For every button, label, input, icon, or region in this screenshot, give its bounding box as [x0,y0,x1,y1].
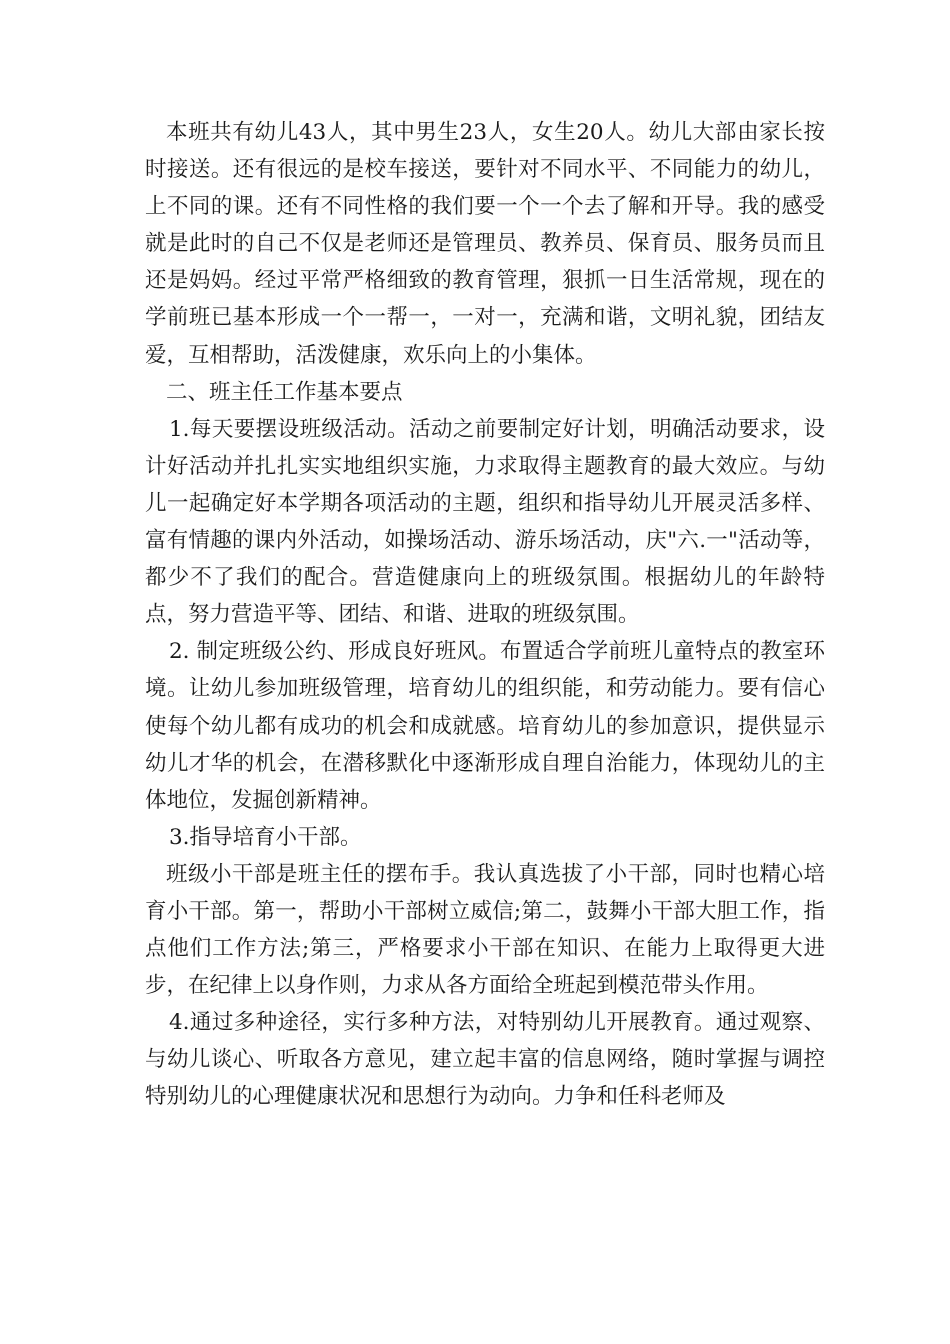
paragraph-point-1: 1.每天要摆设班级活动。活动之前要制定好计划，明确活动要求，设计好活动并扎扎实实地组织实施，力求取得主题教育的最大效应。与幼儿一起确定好本学期各项活动的主题，组织和指导幼儿开展灵活多样、富有情趣的课内外活动，如操场活动、游乐场活动，庆"六.一"活动等，都少不了我们的配合。营造健康向上的班级氛围。根据幼儿的年龄特点，努力营造平等、团结、和谐、进取的班级氛围。 [145,416,825,628]
paragraph-class-overview: 本班共有幼儿43人，其中男生23人，女生20人。幼儿大部由家长按时接送。还有很远的是校车接送，要针对不同水平、不同能力的幼儿，上不同的课。还有不同性格的我们要一个一个去了解和开导。我的感受就是此时的自己不仅是老师还是管理员、教养员、保育员、服务员而且还是妈妈。经过平常严格细致的教育管理，狠抓一日生活常规，现在的学前班已基本形成一个一帮一，一对一，充满和谐，文明礼貌，团结友爱，互相帮助，活泼健康，欢乐向上的小集体。 [145,120,825,368]
paragraph-point-4: 4.通过多种途径，实行多种方法，对特别幼儿开展教育。通过观察、与幼儿谈心、听取各方意见，建立起丰富的信息网络，随时掌握与调控特别幼儿的心理健康状况和思想行为动向。力争和任科老师及 [145,1010,825,1110]
section-heading-key-points: 二、班主任工作基本要点 [166,379,403,405]
paragraph-point-2: 2. 制定班级公约、形成良好班风。布置适合学前班儿童特点的教室环境。让幼儿参加班级管理，培育幼儿的组织能，和劳动能力。要有信心使每个幼儿都有成功的机会和成就感。培育幼儿的参加意识，提供显示幼儿才华的机会，在潜移默化中逐渐形成自理自治能力，体现幼儿的主体地位，发掘创新精神。 [145,639,825,813]
document-body [145,114,825,1116]
paragraph-point-3-title: 3.指导培育小干部。 [169,824,362,850]
paragraph-point-3-body: 班级小干部是班主任的摆布手。我认真选拔了小干部，同时也精心培育小干部。第一，帮助小干部树立威信;第二，鼓舞小干部大胆工作，指点他们工作方法;第三，严格要求小干部在知识、在能力上取得更大进步，在纪律上以身作则，力求从各方面给全班起到模范带头作用。 [145,861,825,999]
